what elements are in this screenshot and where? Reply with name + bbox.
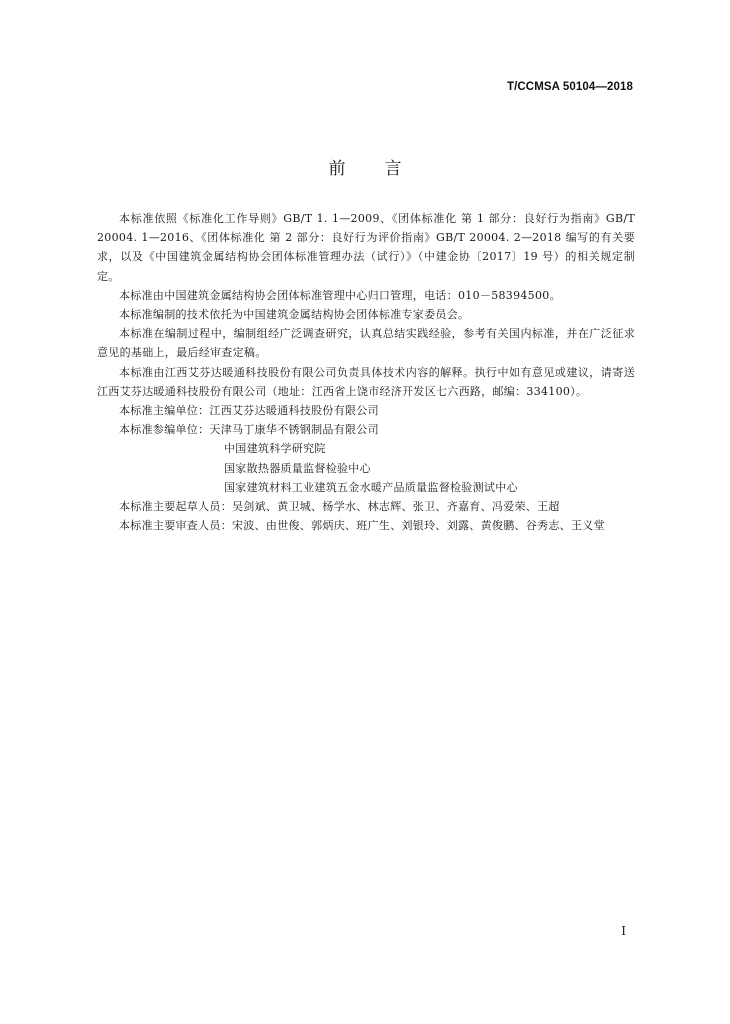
- page-title: 前言: [328, 159, 441, 179]
- participating-unit: 中国建筑科学研究院: [224, 442, 326, 456]
- page-number: I: [621, 924, 626, 938]
- main-drafters: 本标准主要起草人员：吴剑斌、黄卫城、杨学水、林志辉、张卫、齐嘉育、冯爱荣、王超: [119, 500, 560, 514]
- participating-unit: 国家散热器质量监督检验中心: [224, 461, 371, 475]
- chief-editor-unit: 本标准主编单位：江西艾芬达暖通科技股份有限公司: [119, 404, 379, 418]
- participating-unit-first: 本标准参编单位：天津马丁康华不锈钢制品有限公司: [119, 423, 379, 437]
- paragraph-interpretation: 本标准由江西艾芬达暖通科技股份有限公司负责具体技术内容的解释。执行中如有意见或建议，请寄送江西艾芬达暖通科技股份有限公司（地址：江西省上饶市经济开发区七六西路，邮编：334100）。: [97, 365, 635, 398]
- paragraph-basis: 本标准依照《标准化工作导则》GB/T 1. 1—2009、《团体标准化 第 1 部分：良好行为指南》GB/T 20004. 1—2016、《团体标准化 第 2 部分：良好行为评价指南》GB/T 20004. 2—2018 编写的有关要求，以及《中国建筑金属结构协会团体标准管理办法（试行）》（中建金协〔2017〕19 号）的相关规定制定。: [97, 212, 635, 283]
- standard-code: T/CCMSA 50104—2018: [506, 81, 633, 93]
- paragraph-drafting-process: 本标准在编制过程中，编制组经广泛调查研究，认真总结实践经验，参考有关国内标准，并在广泛征求意见的基础上，最后经审查定稿。: [97, 327, 635, 360]
- participating-unit: 国家建筑材料工业建筑五金水暖产品质量监督检验测试中心: [224, 480, 518, 494]
- document-body: [97, 209, 635, 535]
- paragraph-technical-support: 本标准编制的技术依托为中国建筑金属结构协会团体标准专家委员会。: [119, 308, 470, 322]
- main-reviewers: 本标准主要审查人员：宋波、由世俊、郭炳庆、班广生、刘银玲、刘露、黄俊鹏、谷秀志、王义堂: [119, 519, 605, 533]
- paragraph-management: 本标准由中国建筑金属结构协会团体标准管理中心归口管理，电话：010－58394500。: [119, 288, 561, 302]
